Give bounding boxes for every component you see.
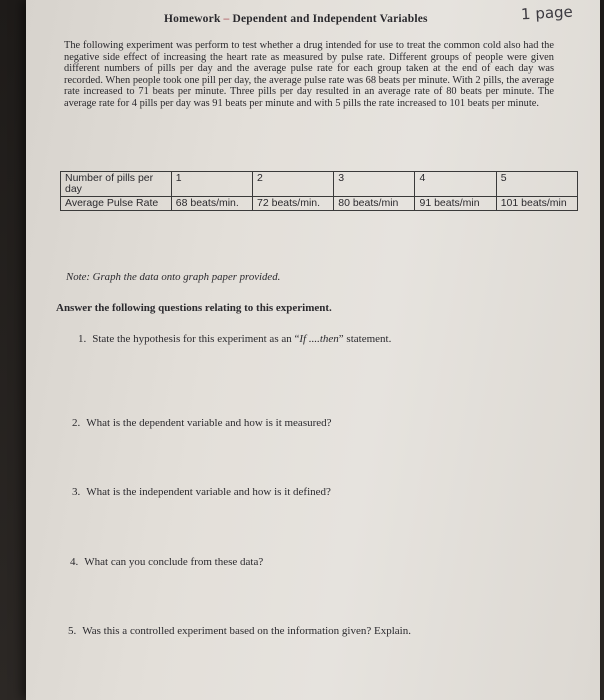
- worksheet-title: [164, 13, 428, 25]
- question-number: 1.: [78, 333, 87, 345]
- table-cell: 3: [334, 172, 415, 197]
- table-cell: 2: [253, 172, 334, 197]
- question-text: What is the independent variable and how is it defined?: [86, 486, 331, 498]
- question-number: 4.: [70, 556, 79, 568]
- row-header-pulse: Average Pulse Rate: [61, 197, 172, 211]
- instructions-heading: Answer the following questions relating to this experiment.: [56, 302, 332, 314]
- table-row: [61, 172, 578, 197]
- question-text-end: ” statement.: [338, 333, 392, 345]
- question-emphasis: If ....then: [299, 333, 339, 345]
- data-table: [60, 171, 578, 211]
- question-5: [68, 625, 411, 637]
- question-1: [78, 333, 391, 345]
- table-cell: 101 beats/min: [496, 197, 577, 211]
- question-text: What is the dependent variable and how is it measured?: [86, 417, 332, 429]
- question-2: [72, 417, 332, 429]
- question-4: [70, 556, 263, 568]
- table-cell: 80 beats/min: [334, 197, 415, 211]
- row-header-pills: Number of pills per day: [61, 172, 172, 197]
- table-cell: 5: [496, 172, 577, 197]
- question-number: 2.: [72, 417, 81, 429]
- graph-note: Note: Graph the data onto graph paper provided.: [66, 271, 281, 283]
- handwritten-note: 1 page: [520, 2, 574, 24]
- table-cell: 4: [415, 172, 496, 197]
- table-cell: 68 beats/min.: [171, 197, 252, 211]
- table-cell: 72 beats/min.: [253, 197, 334, 211]
- worksheet-page: [26, 0, 600, 700]
- question-text: Was this a controlled experiment based on the information given? Explain.: [82, 625, 411, 637]
- title-right: Dependent and Independent Variables: [232, 13, 428, 25]
- question-number: 3.: [72, 486, 81, 498]
- table-row: [61, 197, 578, 211]
- question-3: [72, 486, 331, 498]
- title-separator: –: [223, 13, 230, 25]
- question-text: State the hypothesis for this experiment as an “: [92, 333, 300, 345]
- intro-paragraph: The following experiment was perform to test whether a drug intended for use to treat the common cold also had the negative side effect of increasing the heart rate as measured by pulse rate. Different groups of people were given different numbers of pills per day and the average pulse rate for each group taken at the end of each day was recorded. When people took one pill per day, the average pulse rate was 68 beats per minute. With 2 pills, the average rate increased to 71 beats per minute. Three pills per day resulted in an average rate of 80 beats per minute. The average rate for 4 pills per day was 91 beats per minute and with 5 pills the rate increased to 101 beats per minute.: [64, 40, 554, 109]
- question-number: 5.: [68, 625, 77, 637]
- table-cell: 1: [171, 172, 252, 197]
- table-cell: 91 beats/min: [415, 197, 496, 211]
- title-left: Homework: [164, 13, 221, 25]
- question-text: What can you conclude from these data?: [84, 556, 264, 568]
